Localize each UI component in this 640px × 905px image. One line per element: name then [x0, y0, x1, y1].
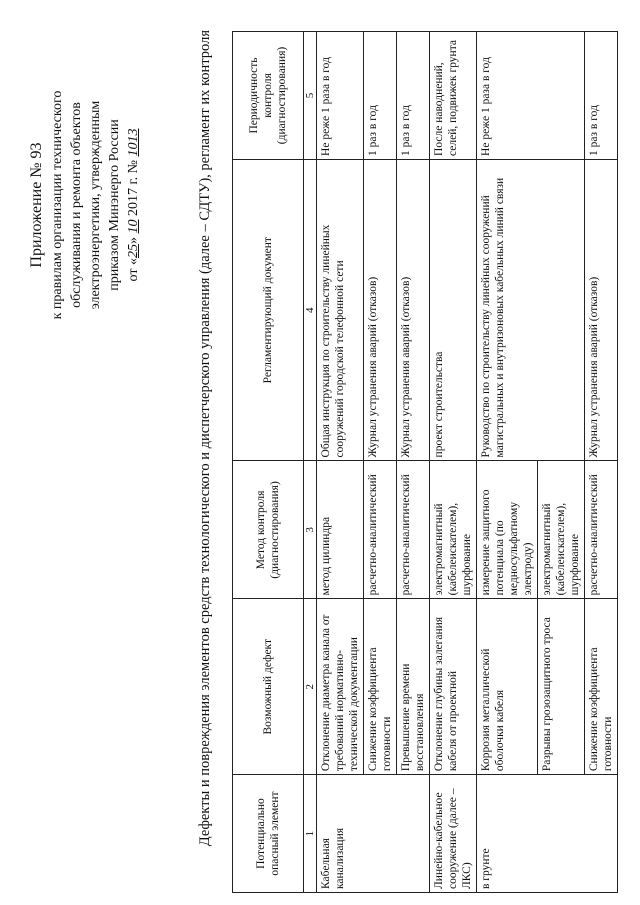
header-period: Периодичность контроля (диагностирования): [233, 32, 304, 160]
header-line-1: к правилам организации технического: [50, 90, 65, 320]
defect-cell: Снижение коэффициента готовности: [364, 599, 397, 775]
document-cell: проект строительства: [430, 159, 477, 460]
document-cell: Журнал устранения аварий (отказов): [397, 159, 430, 460]
method-cell: метод цилиндра: [317, 461, 364, 599]
column-number: 1: [304, 775, 317, 893]
method-cell: расчетно-аналитический: [364, 461, 397, 599]
method-cell: расчетно-аналитический: [585, 461, 618, 599]
defect-cell: Коррозия металлической оболочки кабеля: [477, 599, 538, 775]
defect-cell: Превышение времени восстановления: [397, 599, 430, 775]
document-cell: Журнал устранения аварий (отказов): [585, 159, 618, 460]
period-cell: 1 раз в год: [364, 32, 397, 160]
method-cell: электромагнитный (кабелеискателем), шурфование: [430, 461, 477, 599]
header-line-2: обслуживания и ремонта объектов: [69, 102, 84, 308]
defects-table: [232, 31, 618, 893]
period-cell: После наводнений, селей, подвижек грунта: [430, 32, 477, 160]
table-row: [585, 32, 618, 893]
period-cell: Не реже 1 раза в год: [317, 32, 364, 160]
period-cell: 1 раз в год: [585, 32, 618, 160]
appendix-number: Приложение № 93: [28, 142, 45, 268]
table-row: [430, 32, 477, 893]
date-month: 10: [126, 219, 141, 234]
table-row: [364, 32, 397, 893]
method-cell: измерение защитного потенциала (по медносульфатному электроду): [477, 461, 538, 599]
element-cell: Линейно-кабельное сооружение (далее – ЛКС): [430, 775, 477, 893]
document-cell: Руководство по строительству линейных сооружений магистральных и внутризоновых кабельных линий связи: [477, 159, 585, 460]
order-date-line: [124, 35, 143, 375]
method-cell: электромагнитный (кабелеискателем), шурфование: [538, 461, 585, 599]
column-number: 3: [304, 461, 317, 599]
date-day: 25: [126, 244, 141, 259]
table-header-row: [233, 32, 304, 893]
defect-cell: Снижение коэффициента готовности: [585, 599, 618, 775]
header-element: Потенциально опасный элемент: [233, 775, 304, 893]
document-cell: Общая инструкция по строительству линейных сооружений городской телефонной сети: [317, 159, 364, 460]
period-cell: Не реже 1 раза в год: [477, 32, 585, 160]
appendix-header: [26, 35, 143, 375]
date-separator-1: »: [126, 233, 141, 245]
defect-cell: Отклонение глубины залегания кабеля от проектной: [430, 599, 477, 775]
element-cell: Кабельная канализация: [317, 775, 430, 893]
element-cell: в грунте: [477, 775, 618, 893]
document-title: Дефекты и повреждения элементов средств технологического и диспетчерского управления (далее – СДТУ), регламент их контроля: [197, 30, 213, 847]
header-line-4: приказом Минэнерго России: [107, 119, 122, 291]
header-document: Регламентирующий документ: [233, 159, 304, 460]
order-number: 1013: [126, 128, 141, 157]
date-prefix: от «: [126, 258, 141, 282]
table-row: [317, 32, 364, 893]
header-defect: Возможный дефект: [233, 599, 304, 775]
table-row: [477, 32, 538, 893]
header-line-3: электроэнергетики, утвержденным: [88, 100, 103, 310]
method-cell: расчетно-аналитический: [397, 461, 430, 599]
document-cell: Журнал устранения аварий (отказов): [364, 159, 397, 460]
defect-cell: Разрывы грозозащитного троса: [538, 599, 585, 775]
date-separator-2: 2017 г. №: [126, 156, 141, 220]
table-row: [397, 32, 430, 893]
column-number: 5: [304, 32, 317, 160]
column-number: 2: [304, 599, 317, 775]
column-number-row: [304, 32, 317, 893]
header-method: Метод контроля (диагностирования): [233, 461, 304, 599]
defect-cell: Отклонение диаметра канала от требований нормативно-технической документации: [317, 599, 364, 775]
period-cell: 1 раз в год: [397, 32, 430, 160]
column-number: 4: [304, 159, 317, 460]
